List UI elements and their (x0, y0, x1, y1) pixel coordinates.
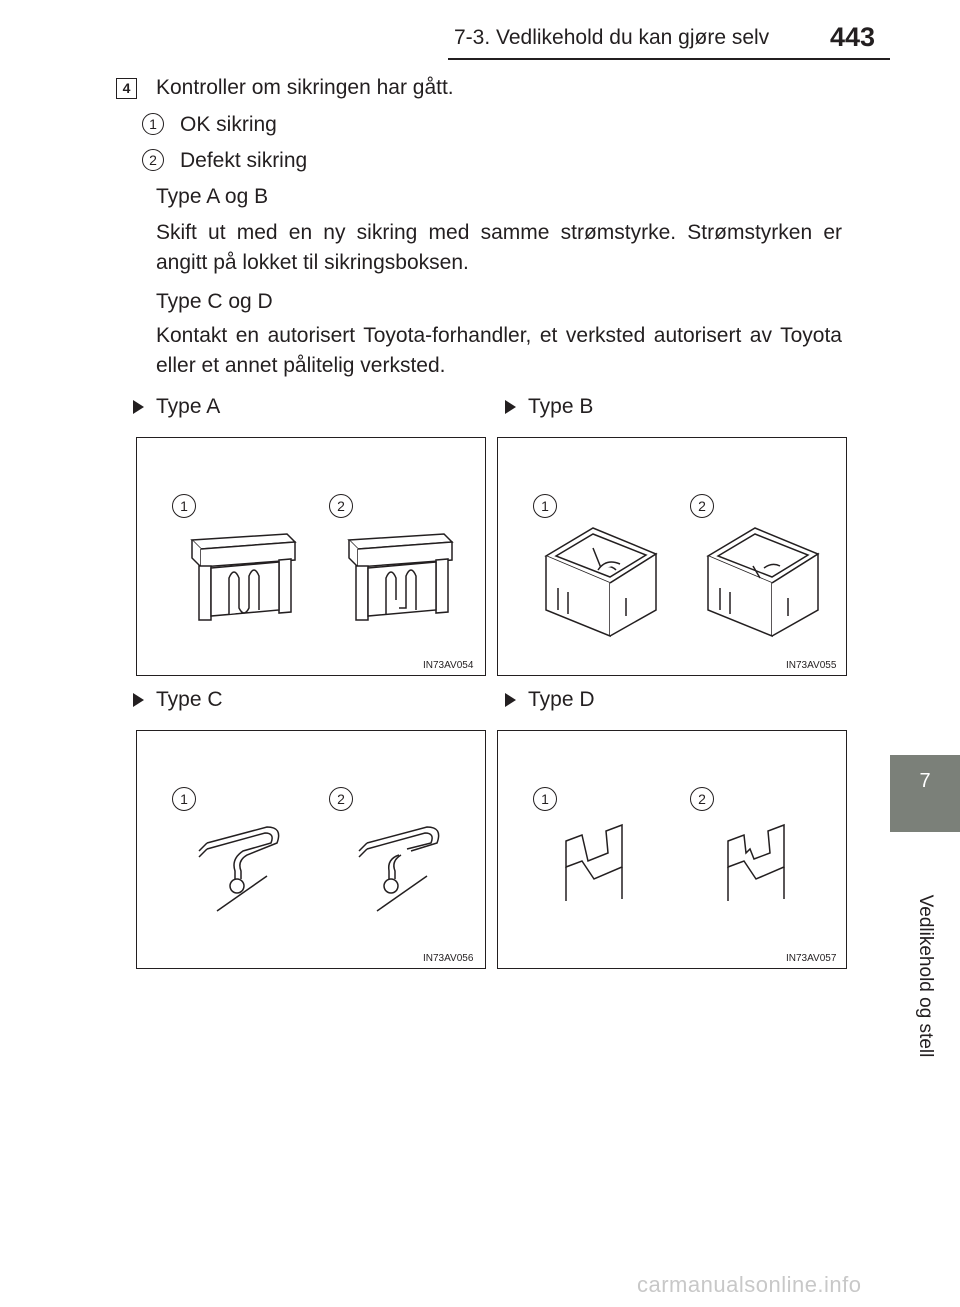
figure-type-b (497, 437, 847, 676)
group-heading-cd: Type C og D (156, 290, 273, 313)
item-marker-2: 2 (142, 149, 164, 171)
chapter-number: 7 (919, 770, 931, 792)
figure-marker-1: 1 (172, 787, 196, 811)
page-number: 443 (830, 22, 876, 52)
header-divider (448, 58, 890, 60)
bolt-fuse-illustration (498, 731, 846, 968)
group-text-ab: Skift ut med en ny sikring med samme strømstyrke. Strømstyrken er angitt på lokket til sikringsboksen. (156, 221, 842, 274)
step-number-box: 4 (116, 78, 137, 99)
item-marker-1: 1 (142, 113, 164, 135)
group-text-cd: Kontakt en autorisert Toyota-forhandler, et verksted autorisert av Toyota eller et annet pålitelig verksted. (156, 324, 842, 377)
group-heading-ab: Type A og B (156, 185, 269, 208)
figure-marker-2: 2 (329, 494, 353, 518)
figure-marker-2: 2 (690, 494, 714, 518)
figure-label-type-b: Type B (528, 395, 594, 418)
chapter-label: Vedlikehold og stell (915, 894, 936, 1058)
figure-label-type-c: Type C (156, 688, 223, 711)
bullet-triangle-icon (133, 693, 144, 707)
bullet-triangle-icon (505, 693, 516, 707)
item-label-ok: OK sikring (180, 113, 277, 136)
figure-type-a (136, 437, 486, 676)
chapter-tab (890, 755, 960, 832)
figure-marker-1: 1 (172, 494, 196, 518)
figure-label-type-d: Type D (528, 688, 595, 711)
figure-code: IN73AV055 (786, 660, 837, 671)
figure-code: IN73AV054 (423, 660, 474, 671)
bullet-triangle-icon (133, 400, 144, 414)
figure-code: IN73AV056 (423, 953, 474, 964)
blade-fuse-illustration (137, 438, 485, 675)
figure-code: IN73AV057 (786, 953, 837, 964)
watermark: carmanualsonline.info (637, 1272, 862, 1297)
cartridge-fuse-illustration (498, 438, 846, 675)
fusible-link-illustration (137, 731, 485, 968)
figure-marker-1: 1 (533, 787, 557, 811)
figure-type-c (136, 730, 486, 969)
figure-marker-1: 1 (533, 494, 557, 518)
figure-marker-2: 2 (329, 787, 353, 811)
figure-label-type-a: Type A (156, 395, 221, 418)
figure-type-d (497, 730, 847, 969)
section-title: 7-3. Vedlikehold du kan gjøre selv (454, 26, 770, 49)
bullet-triangle-icon (505, 400, 516, 414)
step-instruction: Kontroller om sikringen har gått. (156, 76, 454, 99)
figure-marker-2: 2 (690, 787, 714, 811)
item-label-defect: Defekt sikring (180, 149, 308, 172)
